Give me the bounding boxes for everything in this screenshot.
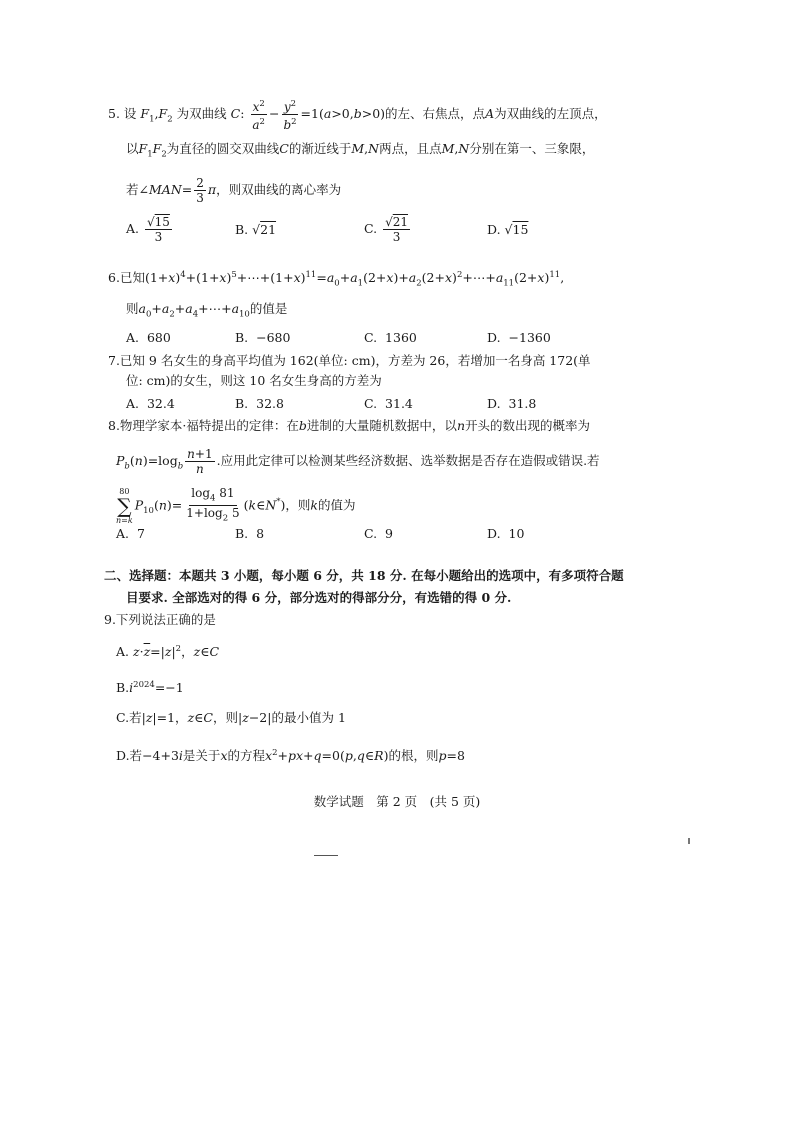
q6-option-d: D. −1360	[487, 330, 551, 345]
q7-line-2: 位: cm)的女生，则这 10 名女生身高的方差为	[126, 373, 382, 388]
q5-option-c: C. $\frac{√21}{3}$	[364, 215, 409, 244]
q8-option-b: B. 8	[235, 526, 265, 541]
q9-option-a: A. $z\cdot\overline{z}=|z|^2$，z∈C	[116, 644, 220, 660]
q6-option-a: A. 680	[126, 330, 171, 345]
q8-line-1: 8.物理学家本·福特提出的定律：在b进制的大量随机数据中，以n开头的数出现的概率为	[108, 418, 591, 433]
q7-option-d: D. 31.8	[487, 396, 537, 411]
q9-option-c: C.若|z|=1，z∈C，则|z−2|的最小值为 1	[116, 710, 346, 725]
q9-stem: 9.下列说法正确的是	[104, 612, 216, 627]
q6-line-2: 则$a_0+a_2+a_4+\cdots+a_{10}$的值是	[126, 301, 288, 320]
q7-line-1: 7.已知 9 名女生的身高平均值为 162(单位: cm)，方差为 26，若增加一名身高 172(单	[108, 353, 591, 368]
q5-option-a: A. $\frac{√15}{3}$	[126, 215, 170, 244]
q5-line-3: 若∠MAN= $\frac{2}{3}$ π，则双曲线的离心率为	[126, 176, 342, 205]
q5-line-2: 以$F_1F_2$为直径的圆交双曲线C的渐近线于M,N两点，且点M,N分别在第一、三象限，	[126, 141, 595, 160]
q8-line-2: $P_b(n)=\log_b$ $\frac{n+1}{n}$ .应用此定律可以检测某些经济数据、选举数据是否存在造假或错误.若	[116, 447, 600, 476]
section-2-heading: 二、选择题：本题共 3 小题，每小题 6 分，共 18 分. 在每小题给出的选项中，有多项符合题	[104, 568, 624, 583]
q5-option-b: B. √21	[235, 222, 277, 237]
scan-mark	[314, 855, 338, 856]
q8-option-c: C. 9	[364, 526, 393, 541]
q8-line-3: 80 ∑ n=k $P_{10}(n)=$ $\frac{\log_4 81}{1+\log_2 5}$ (k∈N*)，则k的值为	[116, 486, 356, 525]
q7-option-a: A. 32.4	[126, 396, 175, 411]
q5-option-d: D. √15	[487, 222, 529, 237]
q6-line-1: 6.已知$(1+x)^4+(1+x)^5+\cdots+(1+x)^{11}=a_0+a_1(2+x)+a_2(2+x)^2+\cdots+a_{11}(2+x)^{11}$,	[108, 270, 565, 289]
scan-speck	[688, 838, 690, 844]
q9-option-b: $B.i^{2024}=-1$	[116, 680, 184, 696]
q6-option-b: B. −680	[235, 330, 291, 345]
q8-option-a: A. 7	[116, 526, 145, 541]
section-2-instructions: 目要求. 全部选对的得 6 分，部分选对的得部分分，有选错的得 0 分.	[126, 590, 512, 605]
q8-option-d: D. 10	[487, 526, 525, 541]
page-footer: 数学试题 第 2 页 (共 5 页)	[313, 794, 481, 809]
q5-line-1: 5. 设 $F_1,F_2$ 为双曲线 C: $\frac{x^2}{a^2}$ − $\frac{y^2}{b^2}$ =1(a>0,b>0)的左、右焦点，点A为双曲线的左顶点，	[108, 99, 607, 132]
q9-option-d: D.若−4+3i是关于x的方程$x^2+px+q=0(p,q\in R)$的根，则p=8	[116, 748, 465, 764]
q7-option-b: B. 32.8	[235, 396, 284, 411]
q6-option-c: C. 1360	[364, 330, 417, 345]
q7-option-c: C. 31.4	[364, 396, 413, 411]
